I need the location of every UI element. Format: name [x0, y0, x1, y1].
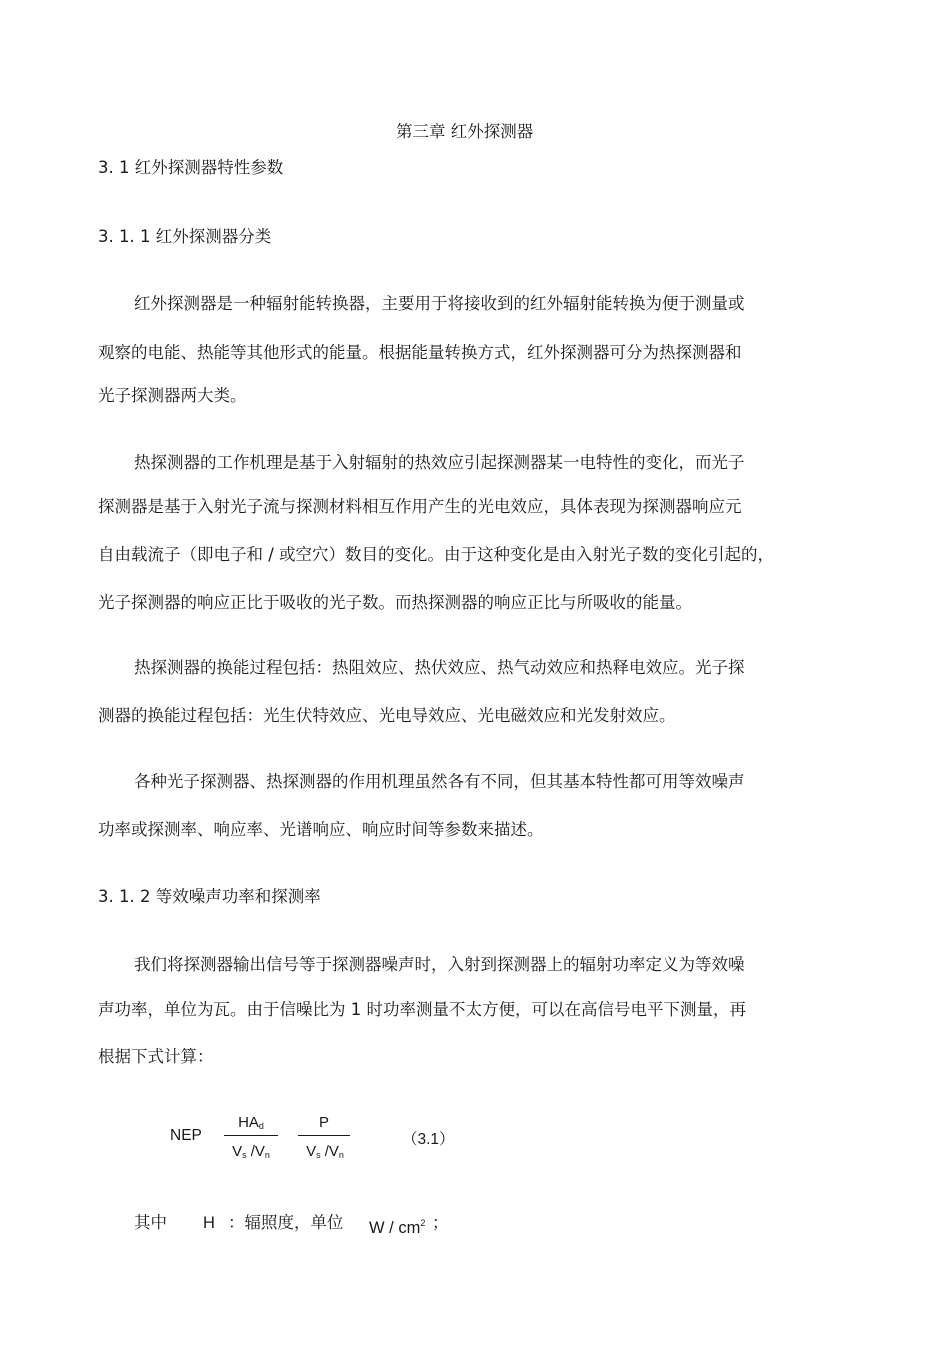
text-line: 热探测器的换能过程包括：热阻效应、热伏效应、热气动效应和热释电效应。光子探 — [134, 658, 745, 677]
line-end-punctuation: ； — [432, 1213, 449, 1232]
fraction-bar — [298, 1135, 350, 1136]
text-line: 光子探测器的响应正比于吸收的光子数。而热探测器的响应正比与所吸收的能量。 — [98, 593, 692, 612]
text-line: 热探测器的工作机理是基于入射辐射的热效应引起探测器某一电特性的变化，而光子 — [134, 453, 745, 472]
text-line: 光子探测器两大类。 — [98, 386, 247, 405]
chapter-title: 第三章 红外探测器 — [396, 122, 534, 141]
text-line: 各种光子探测器、热探测器的作用机理虽然各有不同，但其基本特性都可用等效噪声 — [134, 772, 745, 791]
fraction-numerator: $HA_d$ — [238, 1114, 264, 1131]
text-line: 红外探测器是一种辐射能转换器，主要用于将接收到的红外辐射能转换为便于测量或 — [134, 294, 745, 313]
fraction-denominator: $V_s$ $/V_n$ — [306, 1143, 344, 1160]
equation-lhs: NEP — [170, 1127, 202, 1144]
text-line: 我们将探测器输出信号等于探测器噪声时，入射到探测器上的辐射功率定义为等效噪 — [134, 955, 745, 974]
symbol-h: H — [203, 1214, 215, 1232]
section-heading-3-1: 3. 1 红外探测器特性参数 — [98, 158, 284, 177]
fraction-denominator: $V_s$ $/V_n$ — [232, 1143, 270, 1160]
text-line: 探测器是基于入射光子流与探测材料相互作用产生的光电效应，具体表现为探测器响应元 — [98, 497, 742, 516]
text-line: 根据下式计算： — [98, 1047, 214, 1066]
equation-number: （3.1） — [402, 1131, 455, 1148]
fraction-numerator: P — [318, 1114, 329, 1131]
symbol-description: ：辐照度，单位 — [228, 1213, 344, 1232]
text-line: 观察的电能、热能等其他形式的能量。根据能量转换方式，红外探测器可分为热探测器和 — [98, 343, 742, 362]
section-heading-3-1-2: 3. 1. 2 等效噪声功率和探测率 — [98, 887, 321, 906]
section-heading-3-1-1: 3. 1. 1 红外探测器分类 — [98, 227, 272, 246]
text-line: 功率或探测率、响应率、光谱响应、响应时间等参数来描述。 — [98, 820, 544, 839]
text-line: 测器的换能过程包括：光生伏特效应、光电导效应、光电磁效应和光发射效应。 — [98, 706, 676, 725]
text-line: 声功率，单位为瓦。由于信噪比为 1 时功率测量不太方便，可以在高信号电平下测量，再 — [98, 1000, 746, 1019]
fraction-bar — [224, 1135, 278, 1136]
unit: W / $cm^2$ — [369, 1218, 426, 1237]
text-line: 自由载流子（即电子和 / 或空穴）数目的变化。由于这种变化是由入射光子数的变化引起的， — [98, 545, 775, 564]
where-prefix: 其中 — [134, 1213, 167, 1232]
